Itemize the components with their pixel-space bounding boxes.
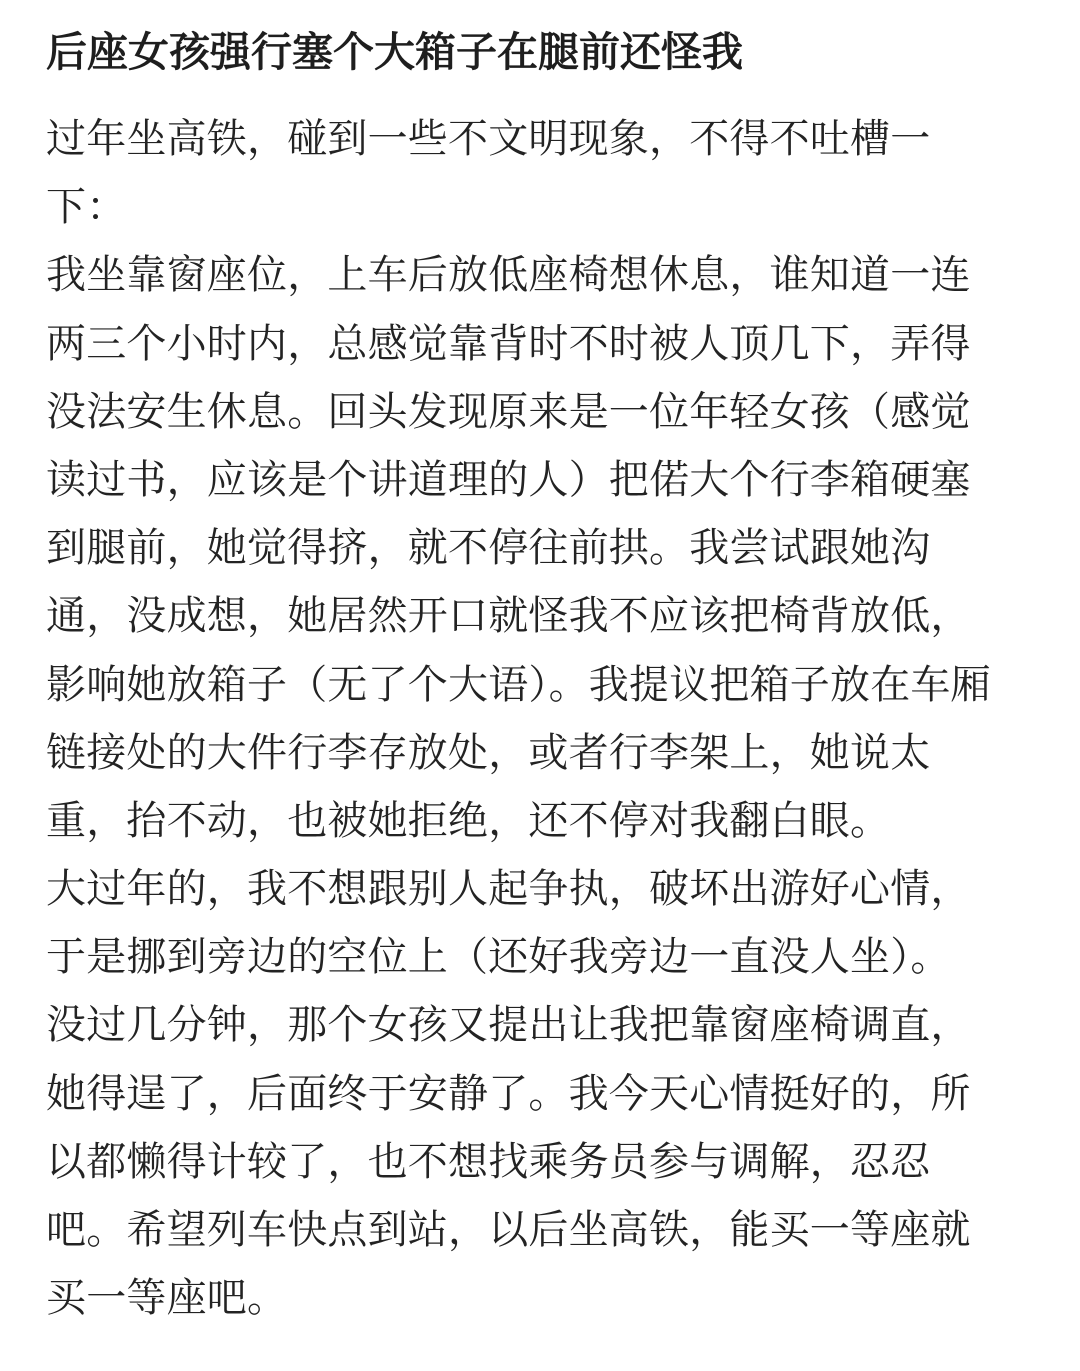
body-line: 没法安生休息。回头发现原来是一位年轻女孩（感觉: [46, 388, 971, 435]
body-line: 链接处的大件行李存放处，或者行李架上，她说太: [46, 729, 931, 776]
body-line: 影响她放箱子（无了个大语）。我提议把箱子放在车厢: [46, 661, 991, 708]
body-line: 没过几分钟，那个女孩又提出让我把靠窗座椅调直，: [46, 1002, 971, 1049]
body-line: 到腿前，她觉得挤，就不停往前拱。我尝试跟她沟: [46, 525, 931, 572]
body-line: 下：: [46, 184, 127, 231]
body-line: 两三个小时内，总感觉靠背时不时被人顶几下，弄得: [46, 320, 971, 367]
body-line: 我坐靠窗座位，上车后放低座椅想休息，谁知道一连: [46, 252, 971, 299]
body-line: 大过年的，我不想跟别人起争执，破坏出游好心情，: [46, 866, 971, 913]
body-line: 重，抬不动，也被她拒绝，还不停对我翻白眼。: [46, 797, 891, 844]
post-body: [46, 111, 1056, 1338]
body-line: 以都懒得计较了，也不想找乘务员参与调解，忍忍: [46, 1138, 931, 1185]
body-line: 吧。希望列车快点到站，以后坐高铁，能买一等座就: [46, 1207, 971, 1253]
body-line: 通，没成想，她居然开口就怪我不应该把椅背放低，: [46, 593, 971, 640]
body-line: 过年坐高铁，碰到一些不文明现象，不得不吐槽一: [46, 116, 931, 162]
post-title: 后座女孩强行塞个大箱子在腿前还怪我: [46, 28, 743, 76]
body-line: 读过书，应该是个讲道理的人）把偌大个行李箱硬塞: [46, 456, 971, 503]
body-line: 买一等座吧。: [46, 1275, 288, 1322]
body-line: 她得逞了，后面终于安静了。我今天心情挺好的，所: [46, 1070, 971, 1117]
body-line: 于是挪到旁边的空位上（还好我旁边一直没人坐）。: [46, 934, 951, 981]
